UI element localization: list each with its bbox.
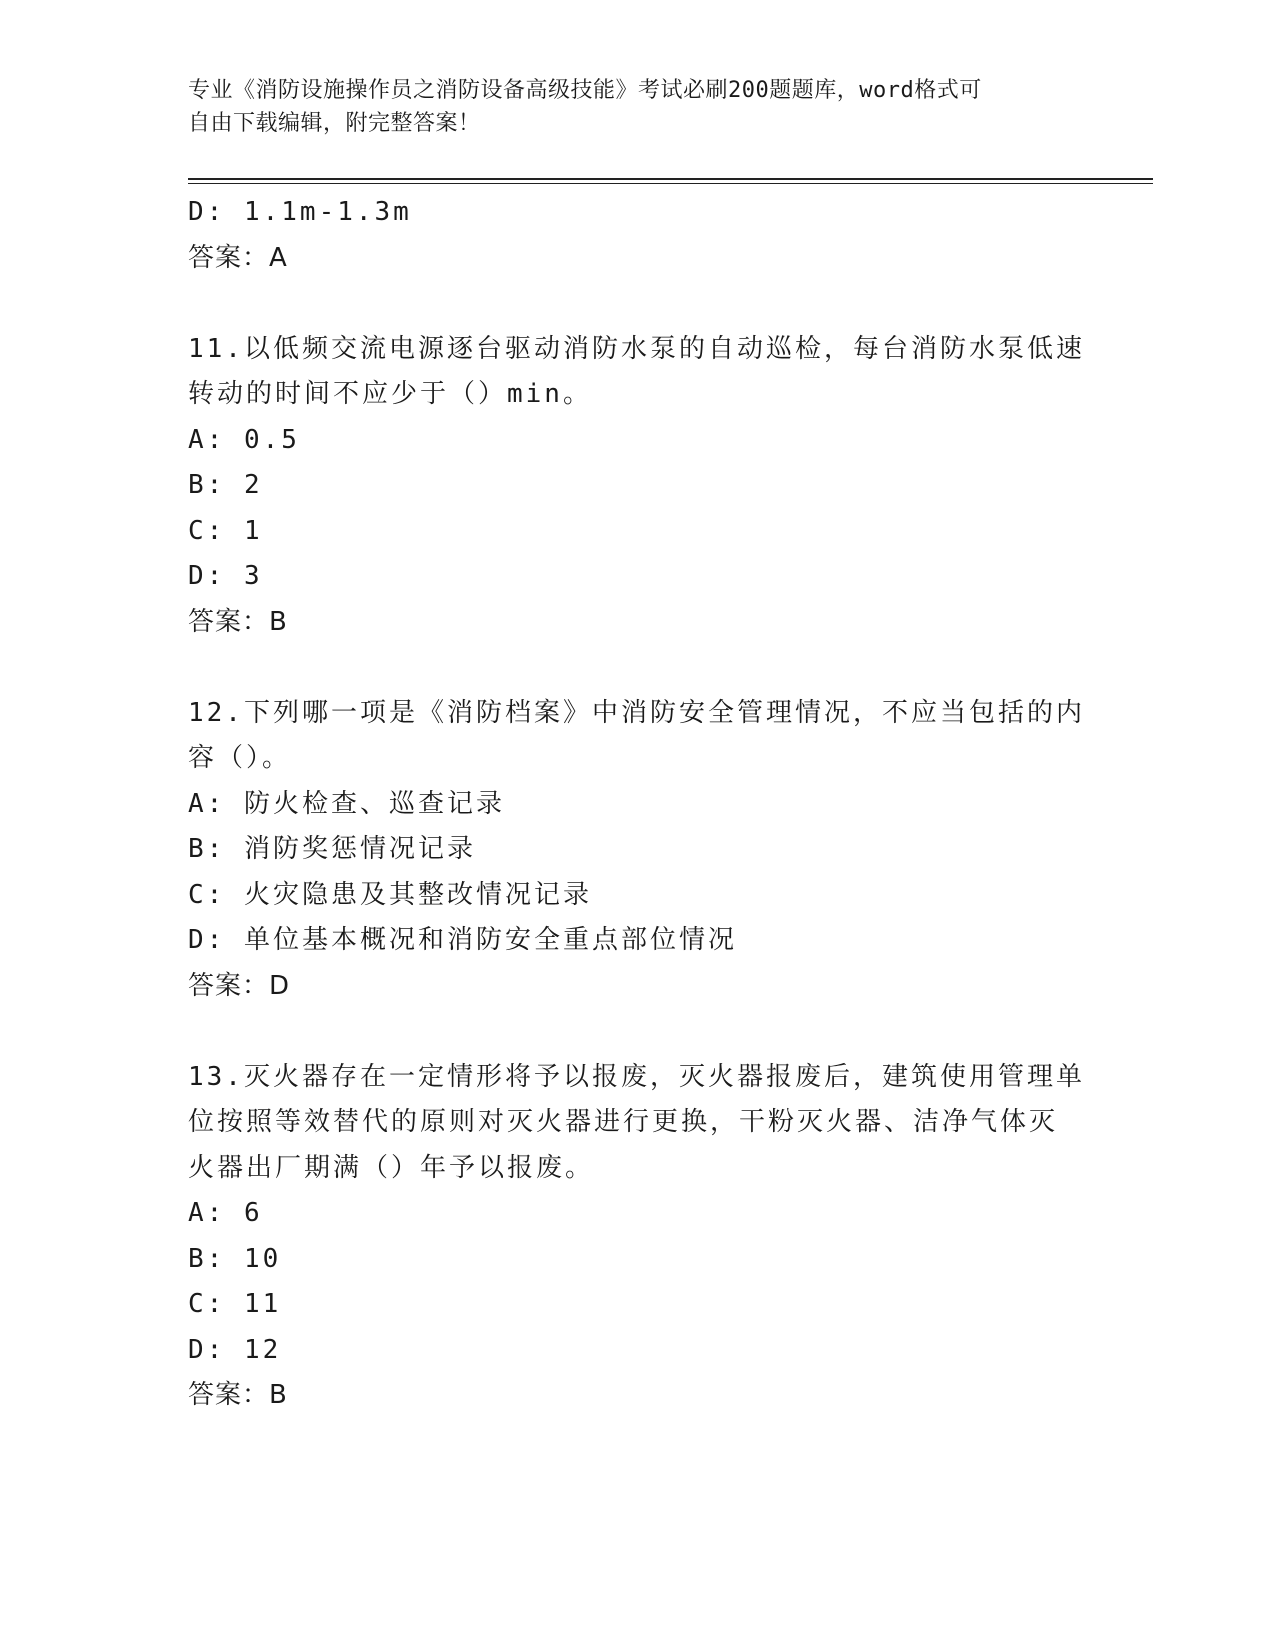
q13-stem-line-1: 13.灭火器存在一定情形将予以报废，灭火器报废后，建筑使用管理单 [188, 1061, 1085, 1092]
header-line-2: 自由下载编辑，附完整答案！ [188, 111, 481, 136]
q11-stem-line-2: 转动的时间不应少于（）min。 [188, 379, 592, 409]
header-divider-thick [188, 178, 1153, 180]
prev-option-d: D: 1.1m-1.3m [188, 197, 412, 227]
q12-option-c: C: 火灾隐患及其整改情况记录 [188, 879, 592, 910]
q12-option-d: D: 单位基本概况和消防安全重点部位情况 [188, 925, 737, 955]
q11-option-a: A: 0.5 [188, 424, 300, 455]
q12-stem-line-2: 容（）。 [188, 743, 292, 773]
spacer [188, 1009, 1088, 1055]
q13-stem-line-2: 位按照等效替代的原则对灭火器进行更换，干粉灭火器、洁净气体灭 [188, 1107, 1059, 1137]
q11-stem-line-1: 11.以低频交流电源逐台驱动消防水泵的自动巡检，每台消防水泵低速 [188, 333, 1085, 364]
q13-option-d: D: 12 [188, 1334, 282, 1365]
q11-answer: 答案：B [188, 606, 288, 637]
question-13 [188, 1055, 1088, 1419]
spacer [188, 281, 1088, 327]
q12-option-a: A: 防火检查、巡查记录 [188, 788, 505, 819]
q13-option-b: B: 10 [188, 1243, 282, 1274]
header-line-1: 专业《消防设施操作员之消防设备高级技能》考试必刷200题题库，word格式可 [188, 78, 982, 103]
spacer [188, 645, 1088, 691]
q13-stem-line-3: 火器出厂期满（）年予以报废。 [188, 1152, 595, 1183]
q13-answer: 答案：B [188, 1380, 288, 1410]
question-11 [188, 327, 1088, 646]
q11-option-c: C: 1 [188, 515, 263, 546]
q11-option-b: B: 2 [188, 470, 263, 500]
prev-answer: 答案：A [188, 242, 288, 273]
q12-option-b: B: 消防奖惩情况记录 [188, 834, 476, 864]
q13-option-a: A: 6 [188, 1198, 263, 1228]
q13-option-c: C: 11 [188, 1289, 282, 1319]
q12-answer: 答案：D [188, 970, 291, 1001]
question-12 [188, 691, 1088, 1010]
page-header [188, 74, 1078, 140]
q12-stem-line-1: 12.下列哪一项是《消防档案》中消防安全管理情况，不应当包括的内 [188, 697, 1085, 728]
header-divider-thin [188, 183, 1153, 184]
question-list [188, 190, 1088, 1419]
q11-option-d: D: 3 [188, 561, 263, 591]
